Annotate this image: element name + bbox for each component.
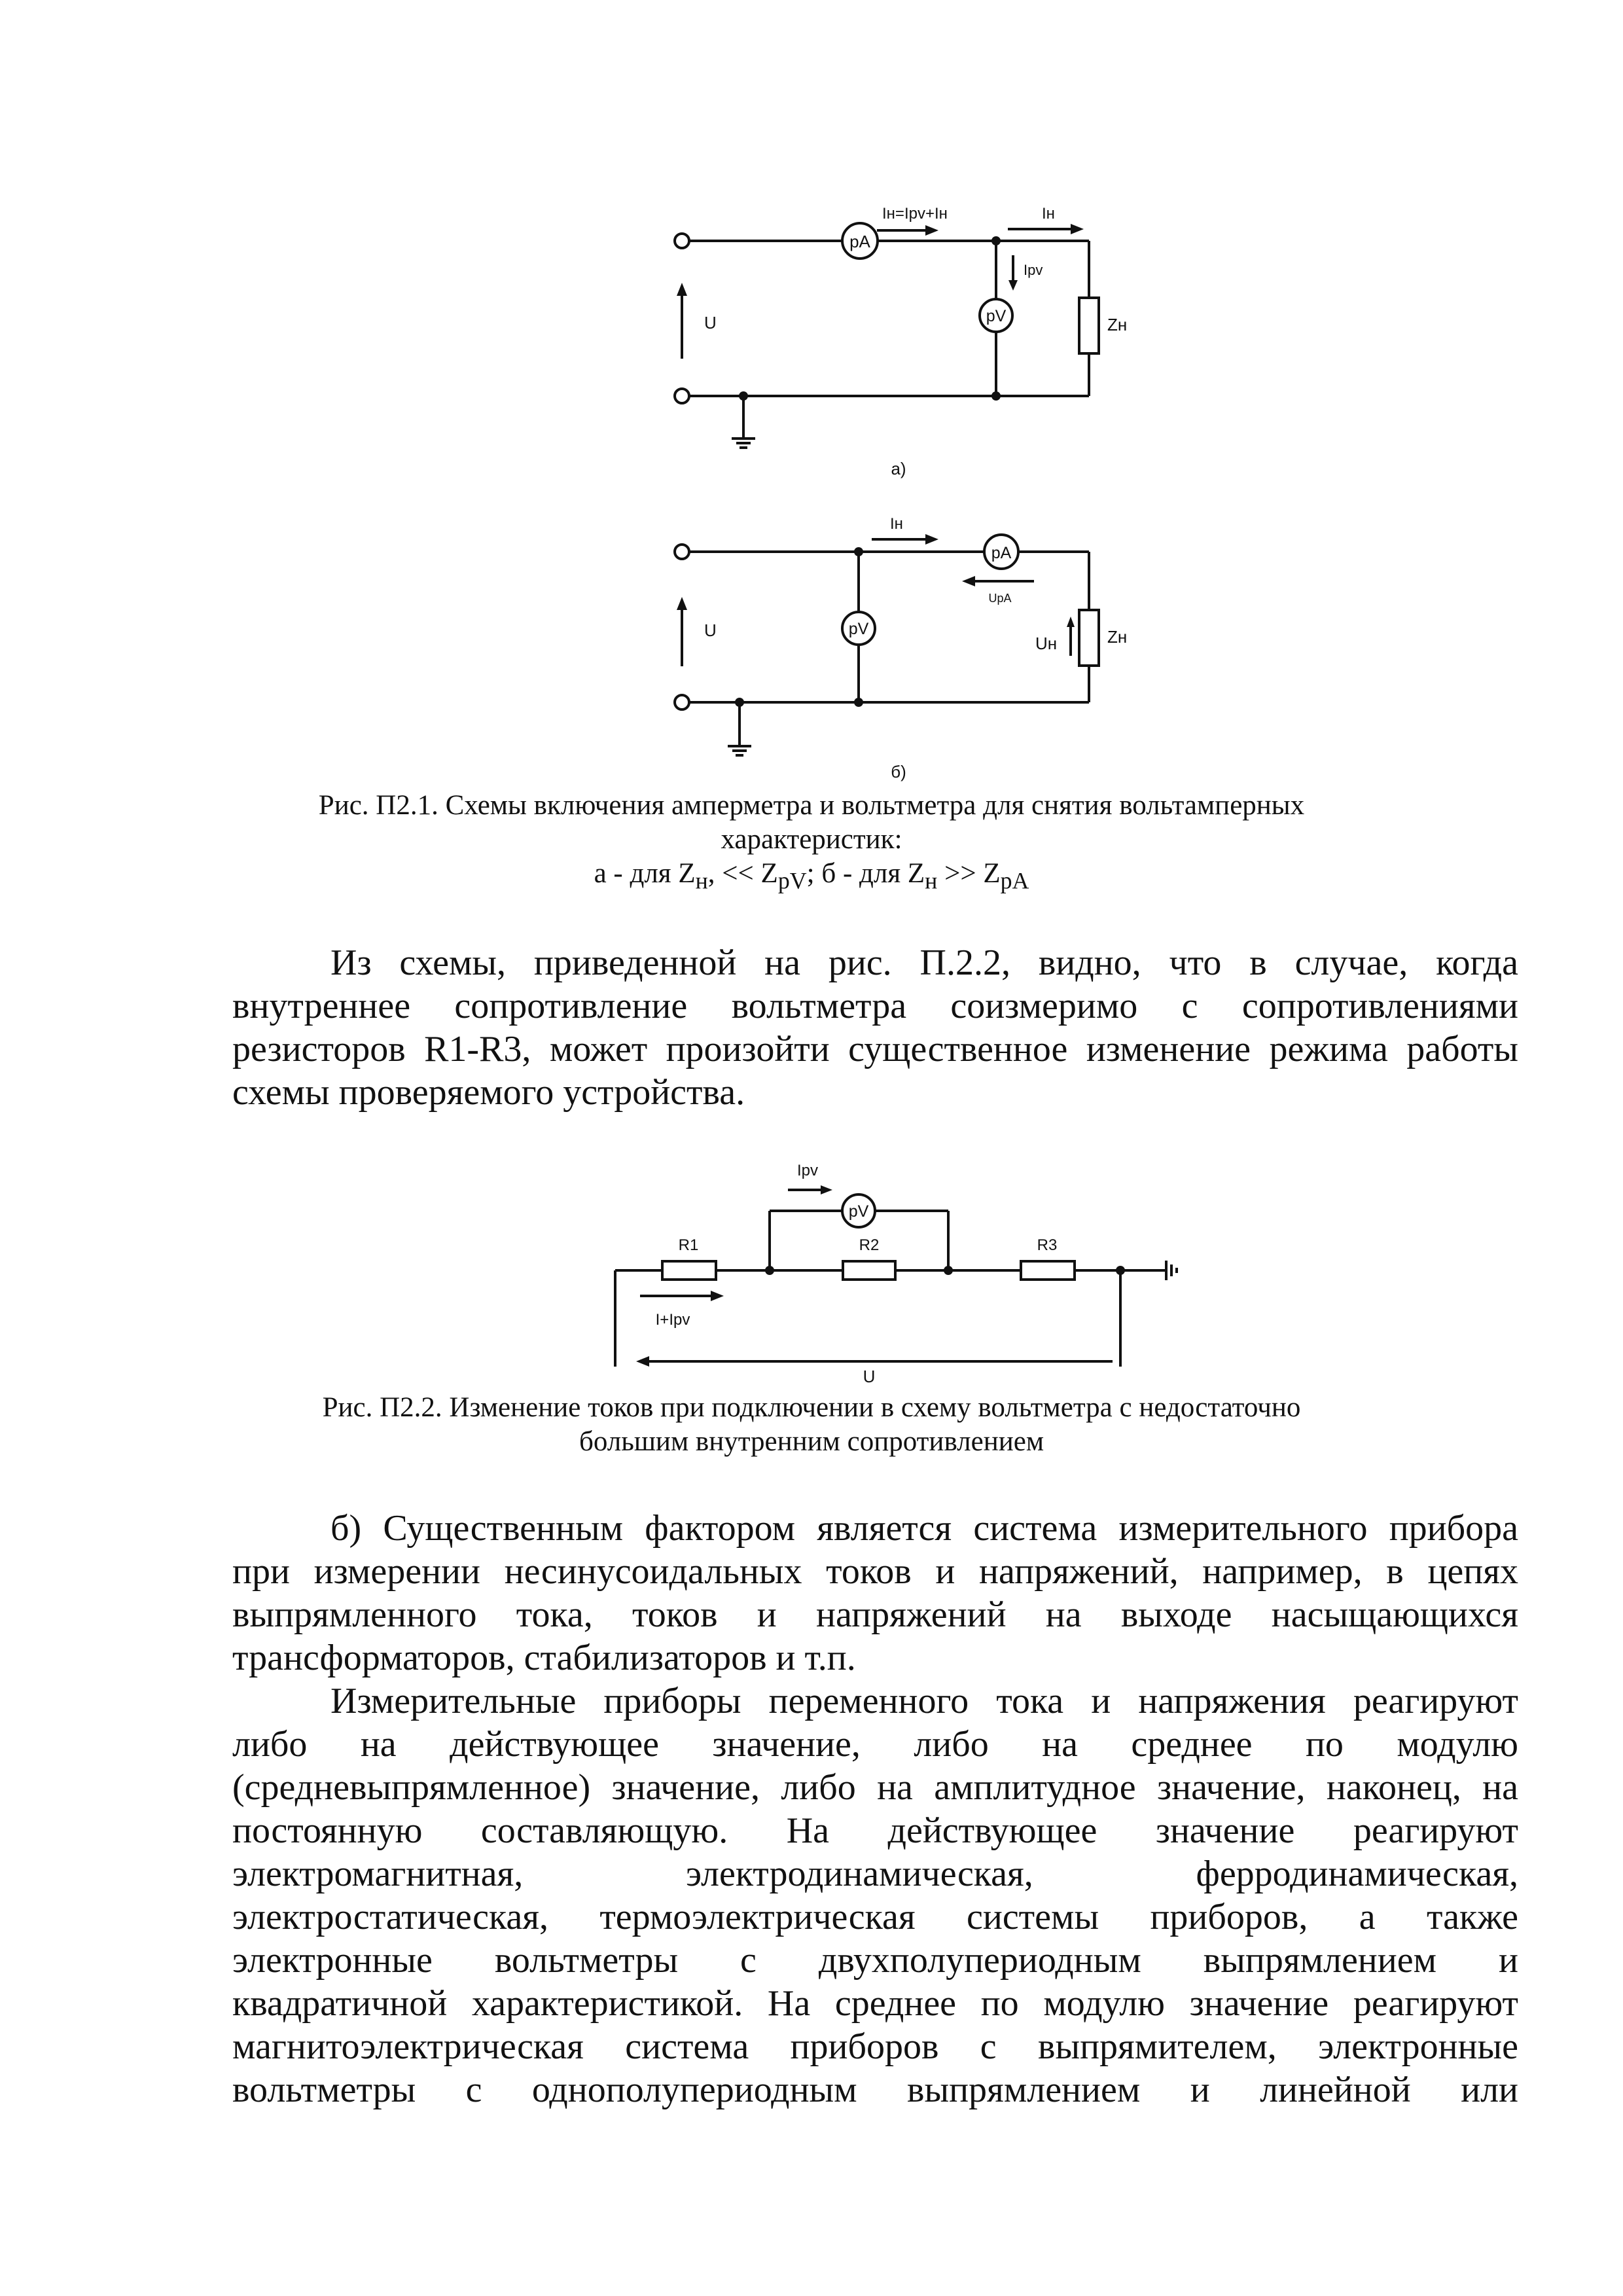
svg-text:R2: R2 (859, 1236, 880, 1254)
terminal-icon (675, 234, 689, 248)
terminal-icon (675, 695, 689, 709)
text-line: Из схемы, приведенной на рис. П.2.2, видно, что в случае, когда (330, 942, 1518, 983)
arrow-left-icon (962, 576, 1034, 586)
svg-text:R1: R1 (678, 1236, 699, 1254)
text-line: магнитоэлектрическая система приборов с выпрямителем, электронные (232, 2026, 1518, 2067)
caption-line: Рис. П2.2. Изменение токов при подключении в схему вольтметра с недостаточно (322, 1392, 1301, 1423)
svg-text:Ipv: Ipv (797, 1162, 819, 1179)
arrow-up-icon (677, 283, 687, 359)
terminal-icon (675, 389, 689, 403)
svg-text:U: U (863, 1367, 876, 1386)
sublabel-a: а) (891, 459, 906, 478)
paragraph-1 (232, 941, 1518, 1114)
text-line: схемы проверяемого устройства. (232, 1072, 745, 1113)
svg-text:Iн: Iн (1042, 205, 1055, 223)
svg-text:R3: R3 (1037, 1236, 1058, 1254)
svg-text:pV: pV (986, 307, 1007, 325)
circuit-diagram-resistors (589, 1152, 1230, 1388)
figure-1-caption (236, 789, 1387, 898)
arrow-right-icon (877, 225, 938, 236)
svg-text:Ipv: Ipv (1024, 262, 1043, 278)
svg-text:Uн: Uн (1035, 634, 1058, 653)
svg-text:U: U (704, 620, 717, 640)
sublabel-b: б) (891, 762, 906, 781)
arrow-up-icon (677, 597, 687, 666)
text-line: вольтметры с однополупериодным выпрямлением и линейной или (232, 2070, 1518, 2110)
ammeter-icon (842, 223, 878, 259)
svg-text:pA: pA (849, 232, 870, 251)
arrow-right-icon (872, 534, 938, 545)
text-line: квадратичной характеристикой. На среднее по модулю значение реагируют (232, 1983, 1518, 2024)
svg-text:pV: pV (848, 620, 869, 638)
caption-line: а - для $Z_н$, << $Z_{pV}$; б - для $Z_н >> Z_{pA}$ (594, 858, 1029, 894)
text-line: выпрямленного тока, токов и напряжений на выходе насыщающихся (232, 1594, 1518, 1635)
svg-text:UpA: UpA (988, 592, 1012, 605)
svg-text:Zн: Zн (1107, 627, 1128, 647)
paragraph-3 (232, 1679, 1518, 2111)
text-line: либо на действующее значение, либо на среднее по модулю (232, 1724, 1518, 1765)
figure-2 (589, 1152, 1230, 1388)
caption-line: большим внутренним сопротивлением (579, 1426, 1044, 1457)
arrow-left-icon (636, 1356, 1113, 1367)
caption-line: характеристик: (721, 824, 902, 855)
text-line: электромагнитная, электродинамическая, ферродинамическая, (232, 1854, 1518, 1894)
figure-1a (641, 183, 1139, 484)
text-line: трансформаторов, стабилизаторов и т.п. (232, 1638, 856, 1678)
text-line: постоянную составляющую. На действующее значение реагируют (232, 1810, 1518, 1851)
svg-text:Iн: Iн (890, 515, 903, 533)
svg-text:pA: pA (991, 544, 1012, 562)
circuit-diagram-b (641, 497, 1139, 785)
arrow-right-icon (1008, 224, 1084, 234)
text-line: электронные вольтметры с двухполупериодным выпрямлением и (232, 1940, 1518, 1981)
svg-text:pV: pV (848, 1202, 869, 1221)
figure-2-caption (236, 1391, 1387, 1459)
svg-text:I+Ipv: I+Ipv (655, 1311, 690, 1329)
arrow-right-icon (788, 1185, 832, 1194)
circuit-diagram-a (641, 183, 1139, 484)
figure-1b (641, 497, 1139, 785)
caption-line: Рис. П2.1. Схемы включения амперметра и вольтметра для снятия вольтамперных (318, 790, 1305, 821)
arrow-down-icon (1008, 255, 1018, 291)
paragraph-2 (232, 1507, 1518, 1679)
voltmeter-icon (980, 299, 1012, 332)
text-line: при измерении несинусоидальных токов и напряжений, например, в цепях (232, 1551, 1518, 1592)
text-line: электростатическая, термоэлектрическая системы приборов, а также (232, 1897, 1518, 1937)
arrow-right-icon (640, 1291, 724, 1301)
text-line: (средневыпрямленное) значение, либо на амплитудное значение, наконец, на (232, 1767, 1518, 1808)
text-line: внутреннее сопротивление вольтметра соизмеримо с сопротивлениями (232, 986, 1518, 1026)
arrow-up-icon (1067, 617, 1075, 656)
text-line: б) Существенным фактором является система измерительного прибора (330, 1508, 1518, 1549)
text-line: Измерительные приборы переменного тока и напряжения реагируют (330, 1681, 1518, 1721)
svg-text:Iн=Ipv+Iн: Iн=Ipv+Iн (882, 205, 948, 223)
text-line: резисторов R1-R3, может произойти существенное изменение режима работы (232, 1029, 1518, 1069)
voltmeter-icon (842, 612, 875, 645)
svg-text:Zн: Zн (1107, 315, 1128, 334)
voltmeter-icon (842, 1194, 875, 1227)
terminal-icon (675, 545, 689, 559)
ammeter-icon (984, 535, 1018, 569)
svg-text:U: U (704, 313, 717, 332)
